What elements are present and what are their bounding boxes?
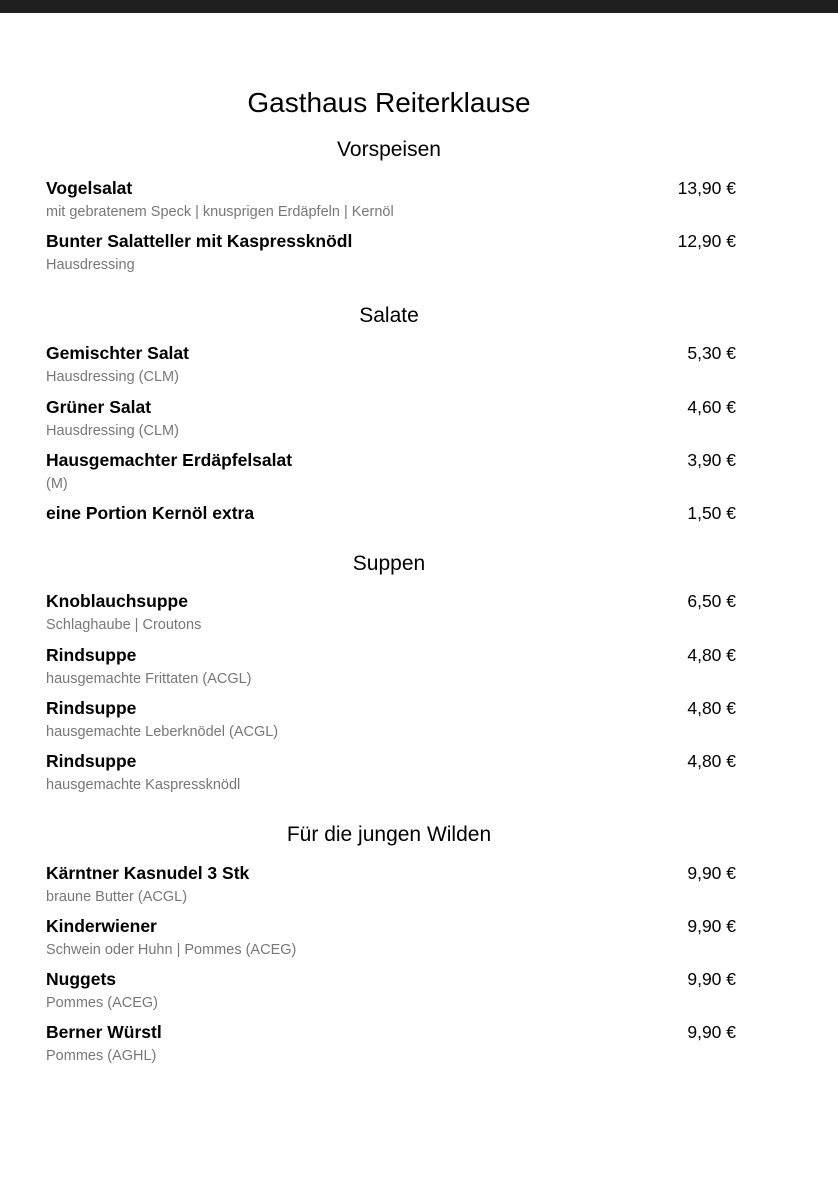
item-name: Rindsuppe <box>46 645 137 665</box>
item-price: 4,80 € <box>687 698 736 718</box>
menu-item <box>46 697 736 747</box>
restaurant-title: Gasthaus Reiterklause <box>247 87 531 118</box>
item-name: Berner Würstl <box>46 1022 162 1042</box>
item-description: Pommes (ACEG) <box>46 995 158 1011</box>
item-name: Rindsuppe <box>46 698 137 718</box>
item-price: 6,50 € <box>687 591 736 611</box>
menu-item <box>46 590 736 640</box>
section-title-suppen: Suppen <box>352 552 426 575</box>
item-name: eine Portion Kernöl extra <box>46 503 255 523</box>
menu-item <box>46 396 736 446</box>
item-name: Kinderwiener <box>46 916 157 936</box>
menu-item <box>46 177 736 227</box>
menu-item <box>46 230 736 280</box>
item-description: Hausdressing <box>46 257 135 273</box>
section-title-salate: Salate <box>359 304 419 327</box>
item-price: 5,30 € <box>687 343 736 363</box>
menu-item <box>46 342 736 392</box>
item-description: braune Butter (ACGL) <box>46 889 188 905</box>
item-name: Rindsuppe <box>46 751 137 771</box>
item-description: Schlaghaube | Croutons <box>46 617 202 633</box>
item-description: Hausdressing (CLM) <box>46 369 179 385</box>
item-price: 9,90 € <box>687 916 736 936</box>
item-description: hausgemachte Leberknödel (ACGL) <box>46 724 279 740</box>
item-name: Kärntner Kasnudel 3 Stk <box>46 863 250 883</box>
section-title-kinder: Für die jungen Wilden <box>286 823 492 846</box>
item-price: 3,90 € <box>687 450 736 470</box>
item-name: Vogelsalat <box>46 178 133 198</box>
item-description: (M) <box>46 476 68 492</box>
item-name: Hausgemachter Erdäpfelsalat <box>46 450 293 470</box>
item-description: hausgemachte Frittaten (ACGL) <box>46 671 252 687</box>
item-price: 9,90 € <box>687 969 736 989</box>
item-description: Pommes (AGHL) <box>46 1048 157 1064</box>
item-name: Grüner Salat <box>46 397 152 417</box>
item-price: 1,50 € <box>687 503 736 523</box>
item-price: 4,80 € <box>687 751 736 771</box>
item-price: 9,90 € <box>687 863 736 883</box>
item-price: 13,90 € <box>677 178 736 198</box>
menu-item <box>46 1021 736 1071</box>
item-price: 4,80 € <box>687 645 736 665</box>
item-name: Gemischter Salat <box>46 343 189 363</box>
section-title-vorspeisen: Vorspeisen <box>337 138 441 161</box>
item-description: Hausdressing (CLM) <box>46 423 179 439</box>
menu-item <box>46 502 736 552</box>
item-price: 9,90 € <box>687 1022 736 1042</box>
item-description: Schwein oder Huhn | Pommes (ACEG) <box>46 942 297 958</box>
menu-item <box>46 915 736 965</box>
item-name: Bunter Salatteller mit Kaspressknödl <box>46 231 353 251</box>
menu-item <box>46 862 736 912</box>
item-description: mit gebratenem Speck | knusprigen Erdäpfeln | Kernöl <box>46 204 394 220</box>
item-name: Nuggets <box>46 969 116 989</box>
menu-item <box>46 644 736 694</box>
item-description: hausgemachte Kaspressknödl <box>46 777 241 793</box>
menu-item <box>46 968 736 1018</box>
item-price: 4,60 € <box>687 397 736 417</box>
item-name: Knoblauchsuppe <box>46 591 188 611</box>
menu-item <box>46 750 736 800</box>
item-price: 12,90 € <box>677 231 736 251</box>
menu-item <box>46 449 736 499</box>
